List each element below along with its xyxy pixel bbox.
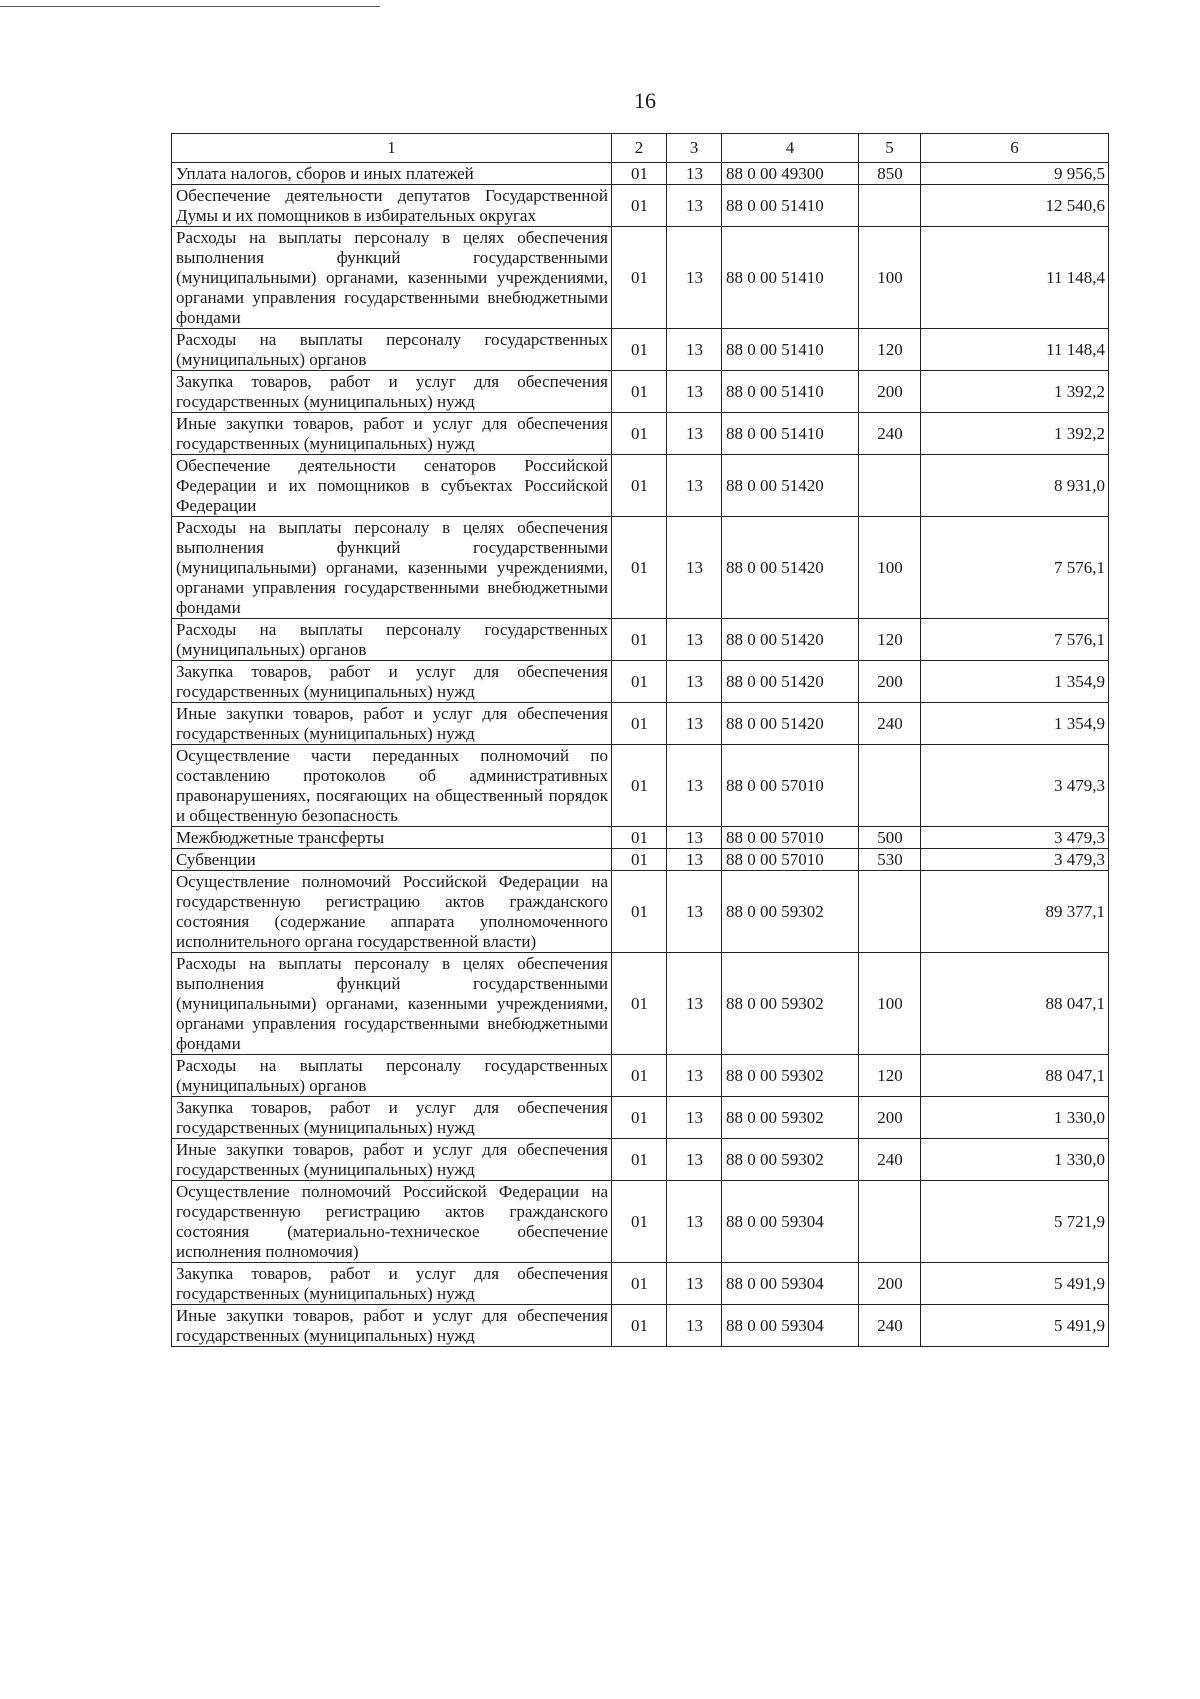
item-name-cell: Расходы на выплаты персоналу государственных (муниципальных) органов <box>172 1055 612 1097</box>
subsection-code-cell: 13 <box>667 329 722 371</box>
table-row <box>172 849 1109 871</box>
table-row <box>172 329 1109 371</box>
table-body <box>172 163 1109 1347</box>
subsection-code-cell: 13 <box>667 163 722 185</box>
item-name-cell: Расходы на выплаты персоналу государственных (муниципальных) органов <box>172 619 612 661</box>
expense-type-code-cell: 240 <box>859 1305 921 1347</box>
target-item-code-cell: 88 0 00 59304 <box>722 1305 859 1347</box>
table-row <box>172 745 1109 827</box>
table-row <box>172 1055 1109 1097</box>
budget-table <box>171 133 1109 1347</box>
target-item-code-cell: 88 0 00 51410 <box>722 227 859 329</box>
section-code-cell: 01 <box>612 1181 667 1263</box>
amount-cell: 1 354,9 <box>921 703 1109 745</box>
item-name-cell: Закупка товаров, работ и услуг для обеспечения государственных (муниципальных) нужд <box>172 661 612 703</box>
amount-cell: 12 540,6 <box>921 185 1109 227</box>
table-row <box>172 517 1109 619</box>
target-item-code-cell: 88 0 00 59302 <box>722 953 859 1055</box>
expense-type-code-cell: 530 <box>859 849 921 871</box>
section-code-cell: 01 <box>612 827 667 849</box>
item-name-cell: Субвенции <box>172 849 612 871</box>
amount-cell: 11 148,4 <box>921 227 1109 329</box>
section-code-cell: 01 <box>612 849 667 871</box>
header-cell: 6 <box>921 134 1109 163</box>
amount-cell: 7 576,1 <box>921 517 1109 619</box>
subsection-code-cell: 13 <box>667 1263 722 1305</box>
expense-type-code-cell: 200 <box>859 1263 921 1305</box>
section-code-cell: 01 <box>612 185 667 227</box>
item-name-cell: Обеспечение деятельности сенаторов Российской Федерации и их помощников в субъектах Российской Федерации <box>172 455 612 517</box>
amount-cell: 7 576,1 <box>921 619 1109 661</box>
section-code-cell: 01 <box>612 163 667 185</box>
expense-type-code-cell: 240 <box>859 703 921 745</box>
subsection-code-cell: 13 <box>667 1097 722 1139</box>
item-name-cell: Иные закупки товаров, работ и услуг для обеспечения государственных (муниципальных) нужд <box>172 1305 612 1347</box>
amount-cell: 11 148,4 <box>921 329 1109 371</box>
section-code-cell: 01 <box>612 953 667 1055</box>
target-item-code-cell: 88 0 00 49300 <box>722 163 859 185</box>
subsection-code-cell: 13 <box>667 703 722 745</box>
target-item-code-cell: 88 0 00 59304 <box>722 1263 859 1305</box>
subsection-code-cell: 13 <box>667 661 722 703</box>
item-name-cell: Закупка товаров, работ и услуг для обеспечения государственных (муниципальных) нужд <box>172 1097 612 1139</box>
table-row <box>172 871 1109 953</box>
section-code-cell: 01 <box>612 517 667 619</box>
section-code-cell: 01 <box>612 703 667 745</box>
item-name-cell: Расходы на выплаты персоналу в целях обеспечения выполнения функций государственными (муниципальными) органами, казенными учреждениями, органами управления государственными внебюджетными фондами <box>172 953 612 1055</box>
expense-type-code-cell: 200 <box>859 371 921 413</box>
section-code-cell: 01 <box>612 413 667 455</box>
item-name-cell: Осуществление полномочий Российской Федерации на государственную регистрацию актов гражданского состояния (материально-техническое обеспечение исполнения полномочия) <box>172 1181 612 1263</box>
section-code-cell: 01 <box>612 1139 667 1181</box>
subsection-code-cell: 13 <box>667 619 722 661</box>
amount-cell: 89 377,1 <box>921 871 1109 953</box>
subsection-code-cell: 13 <box>667 371 722 413</box>
table-row <box>172 661 1109 703</box>
amount-cell: 1 330,0 <box>921 1097 1109 1139</box>
subsection-code-cell: 13 <box>667 849 722 871</box>
section-code-cell: 01 <box>612 1263 667 1305</box>
expense-type-code-cell: 100 <box>859 953 921 1055</box>
table-row <box>172 619 1109 661</box>
target-item-code-cell: 88 0 00 51410 <box>722 371 859 413</box>
header-row <box>172 134 1109 163</box>
subsection-code-cell: 13 <box>667 953 722 1055</box>
table-row <box>172 1305 1109 1347</box>
section-code-cell: 01 <box>612 1055 667 1097</box>
subsection-code-cell: 13 <box>667 871 722 953</box>
item-name-cell: Иные закупки товаров, работ и услуг для обеспечения государственных (муниципальных) нужд <box>172 703 612 745</box>
expense-type-code-cell: 200 <box>859 661 921 703</box>
item-name-cell: Осуществление полномочий Российской Федерации на государственную регистрацию актов гражданского состояния (содержание аппарата уполномоченного исполнительного органа государственной власти) <box>172 871 612 953</box>
subsection-code-cell: 13 <box>667 227 722 329</box>
expense-type-code-cell: 500 <box>859 827 921 849</box>
item-name-cell: Иные закупки товаров, работ и услуг для обеспечения государственных (муниципальных) нужд <box>172 413 612 455</box>
item-name-cell: Иные закупки товаров, работ и услуг для обеспечения государственных (муниципальных) нужд <box>172 1139 612 1181</box>
table-row <box>172 413 1109 455</box>
expense-type-code-cell: 850 <box>859 163 921 185</box>
target-item-code-cell: 88 0 00 51420 <box>722 455 859 517</box>
expense-type-code-cell <box>859 185 921 227</box>
target-item-code-cell: 88 0 00 51420 <box>722 619 859 661</box>
section-code-cell: 01 <box>612 871 667 953</box>
target-item-code-cell: 88 0 00 59304 <box>722 1181 859 1263</box>
target-item-code-cell: 88 0 00 59302 <box>722 1097 859 1139</box>
page-number: 16 <box>634 88 656 113</box>
table-row <box>172 703 1109 745</box>
section-code-cell: 01 <box>612 619 667 661</box>
item-name-cell: Расходы на выплаты персоналу в целях обеспечения выполнения функций государственными (муниципальными) органами, казенными учреждениями, органами управления государственными внебюджетными фондами <box>172 517 612 619</box>
subsection-code-cell: 13 <box>667 517 722 619</box>
section-code-cell: 01 <box>612 371 667 413</box>
amount-cell: 5 491,9 <box>921 1305 1109 1347</box>
table-row <box>172 185 1109 227</box>
target-item-code-cell: 88 0 00 51420 <box>722 703 859 745</box>
item-name-cell: Закупка товаров, работ и услуг для обеспечения государственных (муниципальных) нужд <box>172 1263 612 1305</box>
header-cell: 2 <box>612 134 667 163</box>
expense-type-code-cell <box>859 871 921 953</box>
section-code-cell: 01 <box>612 745 667 827</box>
table-row <box>172 953 1109 1055</box>
header-cell: 3 <box>667 134 722 163</box>
target-item-code-cell: 88 0 00 59302 <box>722 1139 859 1181</box>
table-row <box>172 827 1109 849</box>
target-item-code-cell: 88 0 00 51410 <box>722 329 859 371</box>
expense-type-code-cell: 100 <box>859 517 921 619</box>
amount-cell: 88 047,1 <box>921 1055 1109 1097</box>
amount-cell: 1 354,9 <box>921 661 1109 703</box>
expense-type-code-cell: 120 <box>859 619 921 661</box>
section-code-cell: 01 <box>612 1097 667 1139</box>
table-row <box>172 1097 1109 1139</box>
target-item-code-cell: 88 0 00 51410 <box>722 413 859 455</box>
table-row <box>172 371 1109 413</box>
target-item-code-cell: 88 0 00 57010 <box>722 745 859 827</box>
table-row <box>172 1181 1109 1263</box>
target-item-code-cell: 88 0 00 57010 <box>722 827 859 849</box>
subsection-code-cell: 13 <box>667 1139 722 1181</box>
item-name-cell: Уплата налогов, сборов и иных платежей <box>172 163 612 185</box>
subsection-code-cell: 13 <box>667 827 722 849</box>
target-item-code-cell: 88 0 00 51410 <box>722 185 859 227</box>
amount-cell: 5 491,9 <box>921 1263 1109 1305</box>
amount-cell: 88 047,1 <box>921 953 1109 1055</box>
section-code-cell: 01 <box>612 329 667 371</box>
target-item-code-cell: 88 0 00 57010 <box>722 849 859 871</box>
item-name-cell: Обеспечение деятельности депутатов Государственной Думы и их помощников в избирательных округах <box>172 185 612 227</box>
table-row <box>172 455 1109 517</box>
item-name-cell: Закупка товаров, работ и услуг для обеспечения государственных (муниципальных) нужд <box>172 371 612 413</box>
item-name-cell: Межбюджетные трансферты <box>172 827 612 849</box>
amount-cell: 1 392,2 <box>921 371 1109 413</box>
section-code-cell: 01 <box>612 1305 667 1347</box>
header-cell: 5 <box>859 134 921 163</box>
target-item-code-cell: 88 0 00 59302 <box>722 871 859 953</box>
table-row <box>172 1139 1109 1181</box>
table-row <box>172 227 1109 329</box>
expense-type-code-cell: 120 <box>859 329 921 371</box>
subsection-code-cell: 13 <box>667 1305 722 1347</box>
expense-type-code-cell: 240 <box>859 413 921 455</box>
target-item-code-cell: 88 0 00 51420 <box>722 661 859 703</box>
header-cell: 1 <box>172 134 612 163</box>
subsection-code-cell: 13 <box>667 1181 722 1263</box>
expense-type-code-cell <box>859 455 921 517</box>
section-code-cell: 01 <box>612 455 667 517</box>
expense-type-code-cell: 240 <box>859 1139 921 1181</box>
page-top-rule <box>0 6 380 7</box>
section-code-cell: 01 <box>612 227 667 329</box>
amount-cell: 9 956,5 <box>921 163 1109 185</box>
target-item-code-cell: 88 0 00 59302 <box>722 1055 859 1097</box>
expense-type-code-cell: 200 <box>859 1097 921 1139</box>
subsection-code-cell: 13 <box>667 185 722 227</box>
expense-type-code-cell <box>859 745 921 827</box>
amount-cell: 3 479,3 <box>921 745 1109 827</box>
target-item-code-cell: 88 0 00 51420 <box>722 517 859 619</box>
subsection-code-cell: 13 <box>667 413 722 455</box>
item-name-cell: Расходы на выплаты персоналу в целях обеспечения выполнения функций государственными (муниципальными) органами, казенными учреждениями, органами управления государственными внебюджетными фондами <box>172 227 612 329</box>
amount-cell: 3 479,3 <box>921 849 1109 871</box>
amount-cell: 8 931,0 <box>921 455 1109 517</box>
amount-cell: 1 330,0 <box>921 1139 1109 1181</box>
amount-cell: 5 721,9 <box>921 1181 1109 1263</box>
item-name-cell: Осуществление части переданных полномочий по составлению протоколов об административных правонарушениях, посягающих на общественный порядок и общественную безопасность <box>172 745 612 827</box>
amount-cell: 3 479,3 <box>921 827 1109 849</box>
table-row <box>172 163 1109 185</box>
table-row <box>172 1263 1109 1305</box>
subsection-code-cell: 13 <box>667 455 722 517</box>
expense-type-code-cell: 120 <box>859 1055 921 1097</box>
item-name-cell: Расходы на выплаты персоналу государственных (муниципальных) органов <box>172 329 612 371</box>
expense-type-code-cell: 100 <box>859 227 921 329</box>
subsection-code-cell: 13 <box>667 745 722 827</box>
section-code-cell: 01 <box>612 661 667 703</box>
expense-type-code-cell <box>859 1181 921 1263</box>
subsection-code-cell: 13 <box>667 1055 722 1097</box>
amount-cell: 1 392,2 <box>921 413 1109 455</box>
header-cell: 4 <box>722 134 859 163</box>
